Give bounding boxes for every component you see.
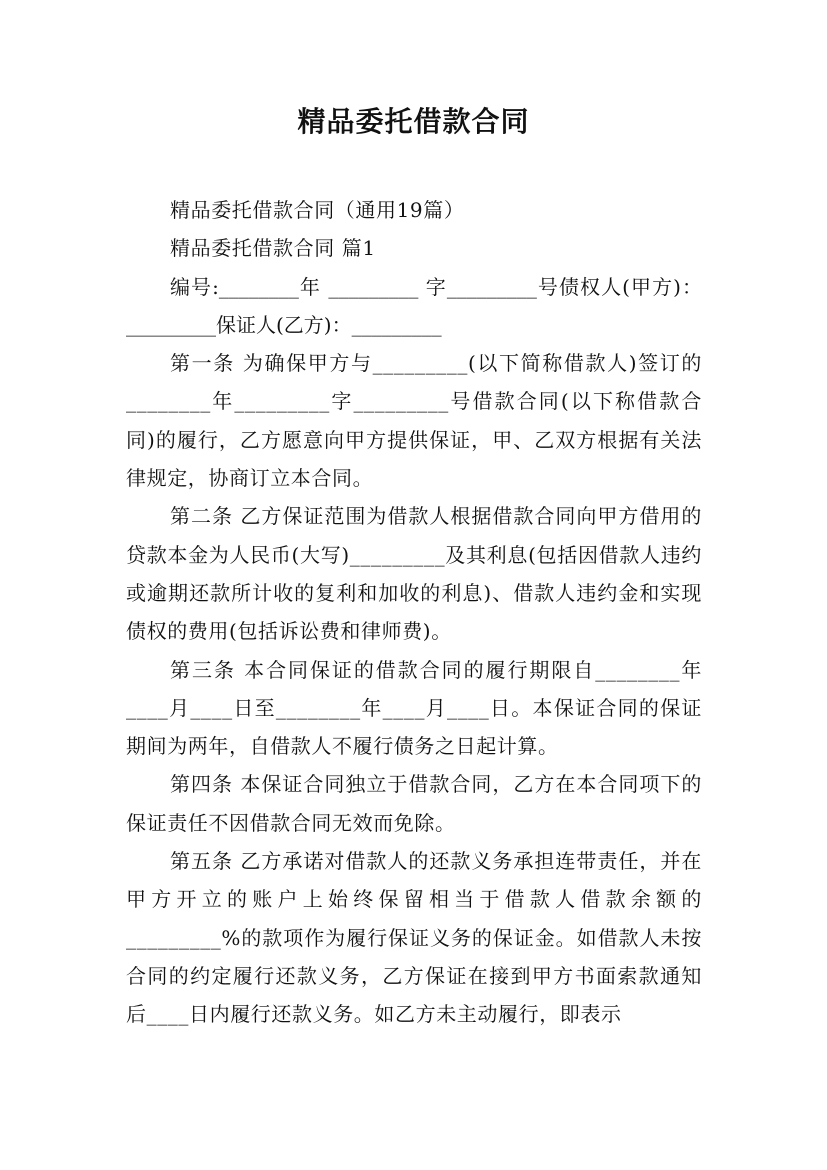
article-3-paragraph: 第三条 本合同保证的借款合同的履行期限自________年____月____日至________年____月____日。本保证合同的保证期间为两年，自借款人不履行债务之日起计算。 <box>126 657 702 759</box>
article-5-paragraph: 第五条 乙方承诺对借款人的还款义务承担连带责任，并在甲方开立的账户上始终保留相当于借款人借款余额的_________%的款项作为履行保证义务的保证金。如借款人未按合同的约定履行还款义务，乙方保证在接到甲方书面索款通知后____日内履行还款义务。如乙方未主动履行，即表示 <box>126 849 702 1027</box>
document-body <box>126 191 702 1034</box>
article-2-paragraph: 第二条 乙方保证范围为借款人根据借款合同向甲方借用的贷款本金为人民币(大写)_________及其利息(包括因借款人违约或逾期还款所计收的复利和加收的利息)、借款人违约金和实现债权的费用(包括诉讼费和律师费)。 <box>126 504 702 644</box>
subtitle-paragraph: 精品委托借款合同（通用19篇） <box>170 198 465 222</box>
article-4-paragraph: 第四条 本保证合同独立于借款合同，乙方在本合同项下的保证责任不因借款合同无效而免除。 <box>126 772 702 835</box>
article-1-paragraph: 第一条 为确保甲方与_________(以下简称借款人)签订的________年_________字_________号借款合同(以下称借款合同)的履行，乙方愿意向甲方提供保证，甲、乙双方根据有关法律规定，协商订立本合同。 <box>126 351 702 491</box>
section-heading: 精品委托借款合同 篇1 <box>170 236 376 261</box>
contract-number-paragraph: 编号:________年 _________ 字_________号债权人(甲方)：_________保证人(乙方)：_________ <box>126 274 702 337</box>
document-title: 精品委托借款合同 <box>297 105 530 138</box>
